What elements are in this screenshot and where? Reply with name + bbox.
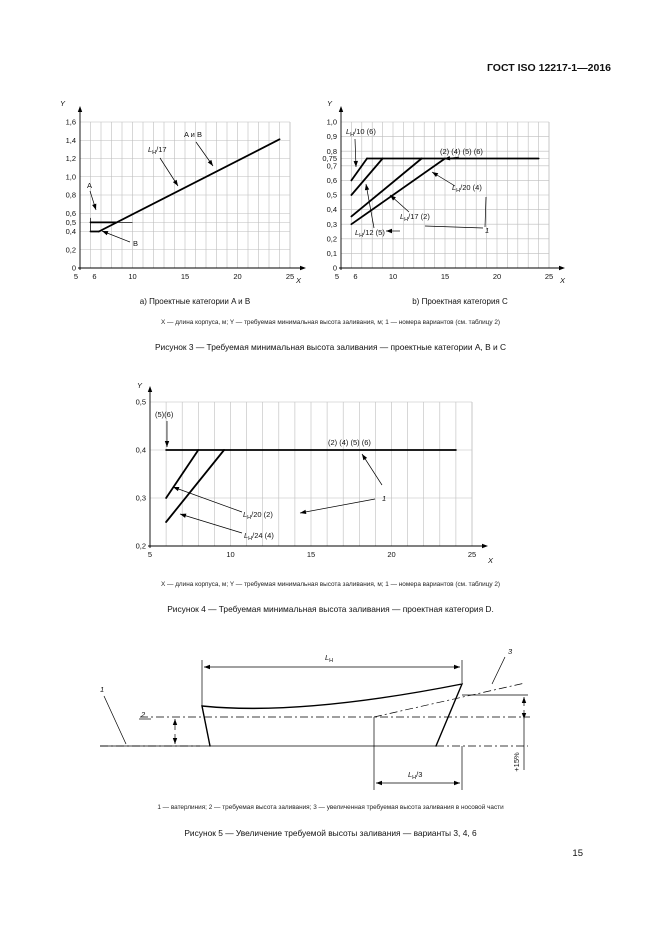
chart-d-x-tick: 20 [387,550,396,559]
chart-a-label-b: B [133,239,139,248]
chart-b-arrow-lh10-head [354,161,358,167]
chart-b-y-tick: 0,3 [326,219,337,229]
chart-d-label-one: 1 [382,494,387,503]
chart-a-label-a: A [87,181,93,190]
chart-a-x-tick: 10 [128,272,137,281]
chart-b-y-tick: 1,0 [326,117,337,127]
chart-b-x-arrow [559,266,565,270]
chart-d-y-tick: 0,4 [135,445,146,455]
chart-b-arrow-lh12b-head [386,229,392,233]
chart-a-y-label: Y [60,99,66,108]
chart-d-arrow-lh20b-head [300,510,306,514]
figure5-legend: 1 — ватерлиния; 2 — требуемая высота заливания; 3 — увеличенная требуемая высота заливания в носовой части [157,804,504,811]
chart-a-y-tick: 1,2 [65,154,76,164]
chart-d-x-arrow [482,544,488,548]
chart-b-x-tick: 20 [492,272,502,281]
chart-b-label-lh17: $L_H/17$ (2) [400,212,430,223]
chart-b-leader-one-a [485,197,486,227]
chart-b-arrow-lh17 [390,195,409,212]
figure4-caption: Рисунок 4 — Требуемая минимальная высота заливания — проектная категория D. [167,604,494,614]
figure4-legend: X — длина корпуса, м; Y — требуемая минимальная высота заливания, м; 1 — номера вариантов (см. таблицу 2) [160,581,501,588]
chart-a-series-2 [99,139,280,231]
chart-d-x-label: X [488,556,494,565]
fig5-label-lh: $L_H$ [325,653,334,664]
chart-d-series-2 [166,450,224,522]
chart-a-label-lh17: $L_H/17$ [148,145,167,156]
chart-d-arrow-lh20b [300,499,375,513]
document-standard-header: ГОСТ ISO 12217-1—2016 [486,62,611,74]
fig5-pct-arrow-down-head [522,713,526,719]
fig5-lh-arrow-right-head [454,665,460,669]
chart-a-y-tick: 0,6 [65,208,76,218]
chart-b-y-tick: 0,1 [326,249,337,258]
chart-d-y-tick: 0,5 [135,397,146,407]
chart-b-y-tick: 0 [332,263,337,273]
chart-b-y-tick: 0,9 [326,132,337,142]
fig5-lh3-arrow-right-head [454,781,460,785]
chart-a-x-label: X [296,276,302,285]
chart-d-x-tick: 5 [147,550,153,559]
chart-d-y-tick: 0,3 [135,493,146,503]
chart-a-y-tick: 0,8 [65,190,76,200]
chart-d-arrow-lh20-head [173,487,179,491]
chart-a-x-tick: 25 [285,272,295,281]
chart-d-x-tick: 25 [467,550,477,559]
chart-a-label-ab: A и B [184,130,202,139]
fig5-label-2: 2 [141,710,146,719]
fig5-lh3-arrow-left-head [376,781,382,785]
chart-a-x-arrow [300,266,306,270]
fig5-increased-line [374,683,525,717]
chart-d-arrow-variants [362,454,382,485]
fig5-leader-3 [492,657,505,684]
chart-a-arrow-a [90,191,96,210]
chart-a-x-tick: 6 [92,272,97,281]
chart-b-arrow-lh10 [355,139,356,167]
chart-d-x-tick: 15 [306,550,316,559]
chart-b-x-tick: 6 [353,272,358,281]
figure3a-subcaption: a) Проектные категории A и B [139,297,251,306]
fig5-arrow-2-down-head [173,738,177,744]
chart-a-y-tick: 1,4 [65,135,76,145]
chart-b-x-label: X [560,276,566,285]
chart-b-y-tick: 0,7 [326,161,337,171]
chart-b-series-2 [351,159,382,196]
chart-b-label-lh12: $L_H/12$ (5) [355,228,385,239]
chart-b-y-tick: 0,4 [326,205,337,215]
chart-b-label-lh10: $L_H/10$ (6) [346,127,376,138]
chart-d-y-label: Y [137,381,143,390]
chart-b-label-lh20: $L_H/20$ (4) [452,183,482,194]
chart-a-arrow-b-head [102,231,108,235]
chart-a-y-arrow [78,106,82,112]
chart-d-x-tick: 10 [226,550,235,559]
chart-a-x-tick: 20 [233,272,242,281]
chart-b-series-1 [351,159,367,181]
chart-b-leader-one-b [425,226,483,228]
chart-a-arrow-b [102,231,130,242]
chart-d-arrow-variants-head [362,454,367,460]
chart-a-arrow-ab-head [208,160,213,166]
figure3-legend: X — длина корпуса, м; Y — требуемая минимальная высота заливания, м; 1 — номера вариантов (см. таблицу 2) [160,319,501,326]
figure3b-subcaption: b) Проектная категория C [412,297,508,306]
chart-b-arrow-lh12 [366,184,374,228]
chart-b-arrow-variants [444,157,459,159]
chart-d-arrow-lh24 [180,514,242,533]
chart-b-y-arrow [339,106,343,112]
chart-a-arrow-lh17-head [173,180,178,186]
chart-b-y-tick: 0,75 [322,154,337,164]
chart-d-y-arrow [148,386,152,392]
chart-d-series-1 [166,450,198,498]
chart-a-arrow-lh17 [160,158,178,186]
fig5-label-1: 1 [100,685,105,694]
chart-b-y-tick: 0,2 [326,234,337,244]
chart-b-series-3 [351,159,421,217]
chart-b-arrow-variants-head [444,156,450,160]
chart-b-x-tick: 10 [388,272,398,281]
chart-b-label-one: 1 [485,226,490,235]
chart-b-arrow-lh17-head [390,195,396,201]
chart-d-label-v56: (5)(6) [155,410,174,419]
chart-b-y-tick: 0,5 [326,190,337,200]
fig5-label-3: 3 [508,647,513,656]
chart-d-arrow-lh20 [173,487,242,512]
chart-a-arrow-a-head [92,204,96,210]
fig5-arrow-2-up-head [173,719,177,725]
chart-b-y-tick: 0,6 [326,176,337,185]
fig5-hull [202,684,462,746]
chart-b-arrow-lh20-head [432,172,438,177]
chart-a-x-tick: 15 [180,272,190,281]
chart-b-x-tick: 5 [334,272,340,281]
figure3-caption: Рисунок 3 — Требуемая минимальная высота заливания — проектные категории A, B и C [154,342,507,352]
chart-a-y-tick: 0,4 [65,227,76,237]
chart-a-y-tick: 0,2 [65,245,76,255]
chart-b-arrow-lh12-head [365,184,369,190]
chart-d-y-tick: 0,2 [135,541,146,551]
chart-a-x-tick: 5 [73,272,79,281]
chart-b-x-tick: 25 [544,272,554,281]
chart-a-arrow-ab [196,142,213,166]
chart-b-label-variants: (2) (4) (5) (6) [440,147,483,156]
chart-d-arrow-lh24-head [180,514,186,518]
chart-a-y-tick: 0 [71,263,76,273]
chart-a-y-tick: 0,5 [65,217,76,227]
chart-b-arrow-lh20 [432,172,455,186]
chart-a-y-tick: 1,6 [65,117,76,127]
fig5-lh-arrow-left-head [204,665,210,669]
chart-b-y-tick: 0,8 [326,146,337,156]
chart-d-arrow-v56-head [165,441,169,447]
chart-d-label-lh24: $L_H/24$ (4) [244,531,274,542]
page-number: 15 [572,848,583,859]
chart-a-y-tick: 1,0 [65,172,76,182]
figure5-caption: Рисунок 5 — Увеличение требуемой высоты заливания — варианты 3, 4, 6 [184,828,477,838]
fig5-label-lh3: $L_H/3$ [408,770,423,781]
chart-d-label-lh20: $L_H/20$ (2) [243,510,273,521]
chart-d-label-variants: (2) (4) (5) (6) [328,438,371,447]
fig5-leader-1 [104,696,126,744]
chart-b-x-tick: 15 [440,272,450,281]
chart-b-series-4 [351,159,445,225]
fig5-label-pct: +15% [512,752,521,772]
chart-b-y-label: Y [327,99,333,108]
fig5-pct-arrow-up-head [522,697,526,703]
